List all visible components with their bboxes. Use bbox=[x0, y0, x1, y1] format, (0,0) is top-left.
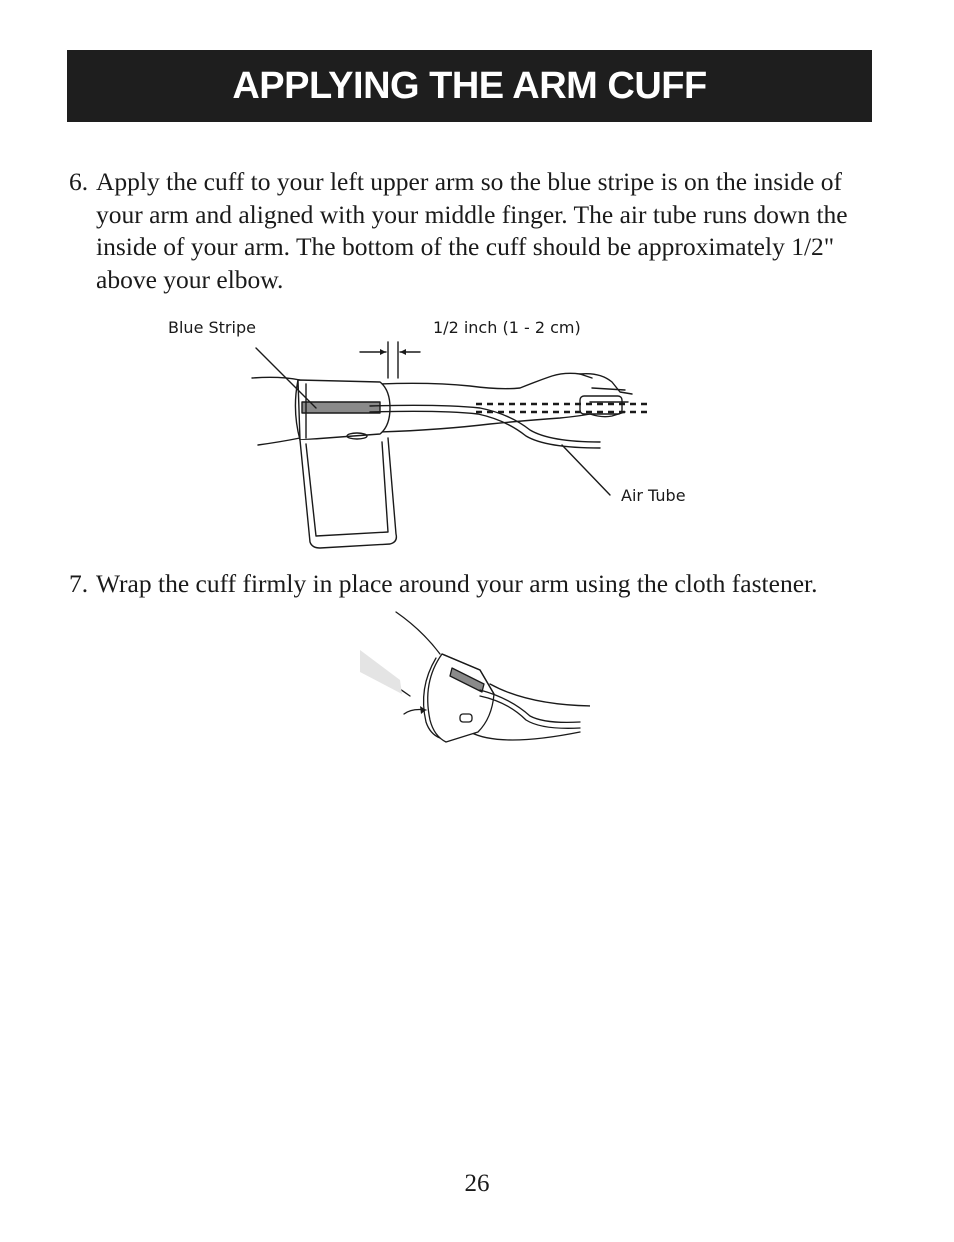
arm-cuff-illustration bbox=[240, 330, 670, 555]
step-number: 6. bbox=[69, 167, 89, 196]
label-air-tube: Air Tube bbox=[621, 486, 686, 505]
step-7 bbox=[69, 568, 869, 601]
label-gap-distance: 1/2 inch (1 - 2 cm) bbox=[433, 318, 581, 337]
page-number: 26 bbox=[464, 1170, 490, 1197]
header-bar bbox=[67, 50, 872, 122]
label-blue-stripe: Blue Stripe bbox=[168, 318, 256, 337]
page-title: APPLYING THE ARM CUFF bbox=[232, 64, 707, 107]
cuff-wrapped-illustration bbox=[360, 610, 590, 755]
step-text: Wrap the cuff firmly in place around your arm using the cloth fastener. bbox=[96, 569, 818, 598]
step-6 bbox=[69, 166, 869, 296]
step-text: Apply the cuff to your left upper arm so the blue stripe is on the inside of your arm and aligned with your middle finger. The air tube runs down the inside of your arm. The bottom of the cuff should be approximately 1/2" above your elbow. bbox=[96, 167, 848, 294]
step-number: 7. bbox=[69, 569, 89, 598]
